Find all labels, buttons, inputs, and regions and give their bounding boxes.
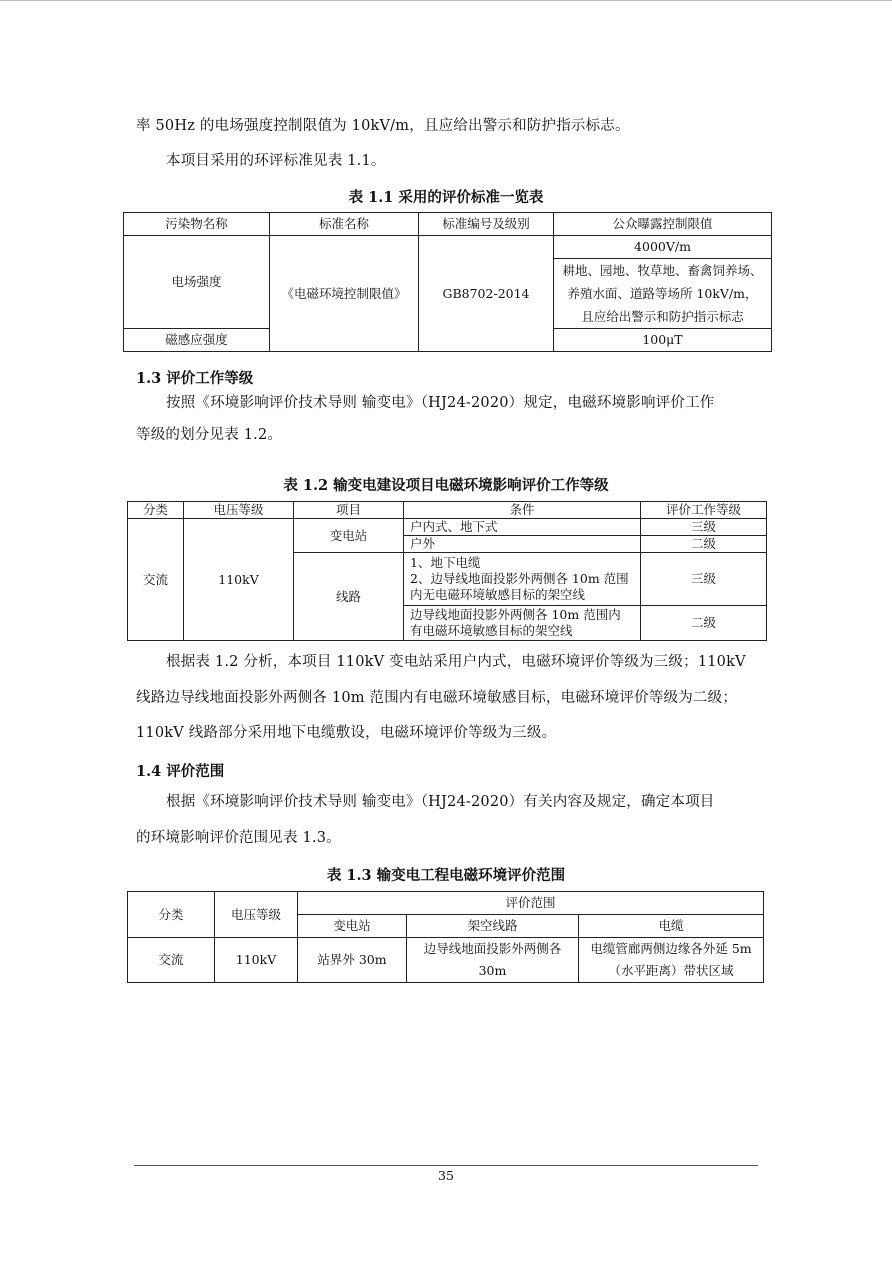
paragraph-2-line1: 按照《环境影响评价技术导则 输变电》（HJ24-2020）规定，电磁环境影响评价工作 bbox=[166, 395, 715, 411]
table3-caption: 表 1.3 输变电工程电磁环境评价范围 bbox=[326, 867, 566, 884]
paragraph-1: 本项目采用的环评标准见表 1.1。 bbox=[166, 153, 386, 169]
table1 bbox=[123, 212, 772, 352]
t3-cable-line2: （水平距离）带状区域 bbox=[608, 963, 734, 978]
t1-limit-3: 100μT bbox=[554, 329, 772, 352]
t1-standard-code: GB8702-2014 bbox=[419, 236, 554, 352]
t2-condition-3-line2: 2、边导线地面投影外两侧各 10m 范围 bbox=[410, 571, 629, 586]
t2-condition-2: 户外 bbox=[404, 536, 641, 553]
t1-magnetic-field: 磁感应强度 bbox=[124, 329, 270, 352]
table2-caption: 表 1.2 输变电建设项目电磁环境影响评价工作等级 bbox=[283, 477, 609, 494]
t3-header-voltage: 电压等级 bbox=[215, 892, 298, 938]
t2-condition-4-line1: 边导线地面投影外两侧各 10m 范围内 bbox=[410, 607, 621, 622]
paragraph-3-line1: 根据表 1.2 分析，本项目 110kV 变电站采用户内式，电磁环境评价等级为三级；110kV bbox=[166, 654, 746, 670]
paragraph-2-line2: 等级的划分见表 1.2。 bbox=[136, 427, 283, 443]
t1-header-limit: 公众曝露控制限值 bbox=[554, 213, 772, 236]
t2-grade-3: 三级 bbox=[641, 553, 767, 606]
t1-header-pollutant: 污染物名称 bbox=[124, 213, 270, 236]
t3-header-scope: 评价范围 bbox=[298, 892, 764, 915]
page-number: 35 bbox=[438, 1168, 454, 1183]
t1-limit-1: 4000V/m bbox=[554, 236, 772, 259]
t3-substation: 站界外 30m bbox=[298, 938, 407, 983]
t3-voltage: 110kV bbox=[215, 938, 298, 983]
table3 bbox=[127, 891, 764, 983]
t2-header-condition: 条件 bbox=[404, 502, 641, 519]
t2-grade-2: 二级 bbox=[641, 536, 767, 553]
t2-category: 交流 bbox=[128, 519, 184, 641]
paragraph-0: 率 50Hz 的电场强度控制限值为 10kV/m，且应给出警示和防护指示标志。 bbox=[136, 118, 630, 134]
t2-grade-4: 二级 bbox=[641, 606, 767, 641]
footer-rule bbox=[134, 1165, 758, 1166]
t2-condition-4 bbox=[404, 606, 641, 641]
t1-electric-field: 电场强度 bbox=[124, 236, 270, 329]
t3-overhead-line2: 30m bbox=[478, 963, 507, 978]
t1-standard-name: 《电磁环境控制限值》 bbox=[270, 236, 419, 352]
heading-1-4: 1.4 评价范围 bbox=[136, 763, 225, 780]
t2-condition-3 bbox=[404, 553, 641, 606]
table2 bbox=[127, 501, 767, 641]
t3-overhead-line1: 边导线地面投影外两侧各 bbox=[423, 941, 562, 956]
t2-condition-3-line3: 内无电磁环境敏感目标的架空线 bbox=[410, 587, 586, 602]
paragraph-4-line1: 根据《环境影响评价技术导则 输变电》（HJ24-2020）有关内容及规定，确定本项目 bbox=[166, 794, 715, 810]
t3-cable-line1: 电缆管廊两侧边缘各外延 5m bbox=[590, 941, 752, 956]
t3-header-category: 分类 bbox=[128, 892, 215, 938]
t1-limit-2-line3: 且应给出警示和防护指示标志 bbox=[581, 309, 744, 324]
t3-header-cable: 电缆 bbox=[579, 915, 764, 938]
t1-limit-2-line2: 养殖水面、道路等场所 10kV/m， bbox=[567, 286, 758, 301]
t3-cable bbox=[579, 938, 764, 983]
t2-grade-1: 三级 bbox=[641, 519, 767, 536]
t1-header-standard: 标准名称 bbox=[270, 213, 419, 236]
t2-header-grade: 评价工作等级 bbox=[641, 502, 767, 519]
t1-limit-2 bbox=[554, 259, 772, 329]
paragraph-3-line2: 线路边导线地面投影外两侧各 10m 范围内有电磁环境敏感目标，电磁环境评价等级为二级； bbox=[136, 690, 738, 706]
paragraph-3-line3: 110kV 线路部分采用地下电缆敷设，电磁环境评价等级为三级。 bbox=[136, 725, 557, 741]
table1-caption: 表 1.1 采用的评价标准一览表 bbox=[348, 189, 544, 206]
heading-1-3: 1.3 评价工作等级 bbox=[136, 370, 254, 387]
t2-condition-3-line1: 1、地下电缆 bbox=[410, 555, 481, 570]
t2-condition-1: 户内式、地下式 bbox=[404, 519, 641, 536]
t2-condition-4-line2: 有电磁环境敏感目标的架空线 bbox=[410, 623, 573, 638]
t2-line: 线路 bbox=[294, 553, 404, 641]
t2-header-category: 分类 bbox=[128, 502, 184, 519]
t2-substation: 变电站 bbox=[294, 519, 404, 553]
t3-overhead bbox=[407, 938, 579, 983]
t3-header-substation: 变电站 bbox=[298, 915, 407, 938]
t2-header-voltage: 电压等级 bbox=[184, 502, 294, 519]
t3-category: 交流 bbox=[128, 938, 215, 983]
top-border bbox=[0, 0, 892, 1]
t2-header-item: 项目 bbox=[294, 502, 404, 519]
t1-header-code: 标准编号及级别 bbox=[419, 213, 554, 236]
t1-limit-2-line1: 耕地、园地、牧草地、畜禽饲养场、 bbox=[562, 263, 763, 278]
paragraph-4-line2: 的环境影响评价范围见表 1.3。 bbox=[136, 830, 341, 846]
t3-header-overhead: 架空线路 bbox=[407, 915, 579, 938]
t2-voltage: 110kV bbox=[184, 519, 294, 641]
